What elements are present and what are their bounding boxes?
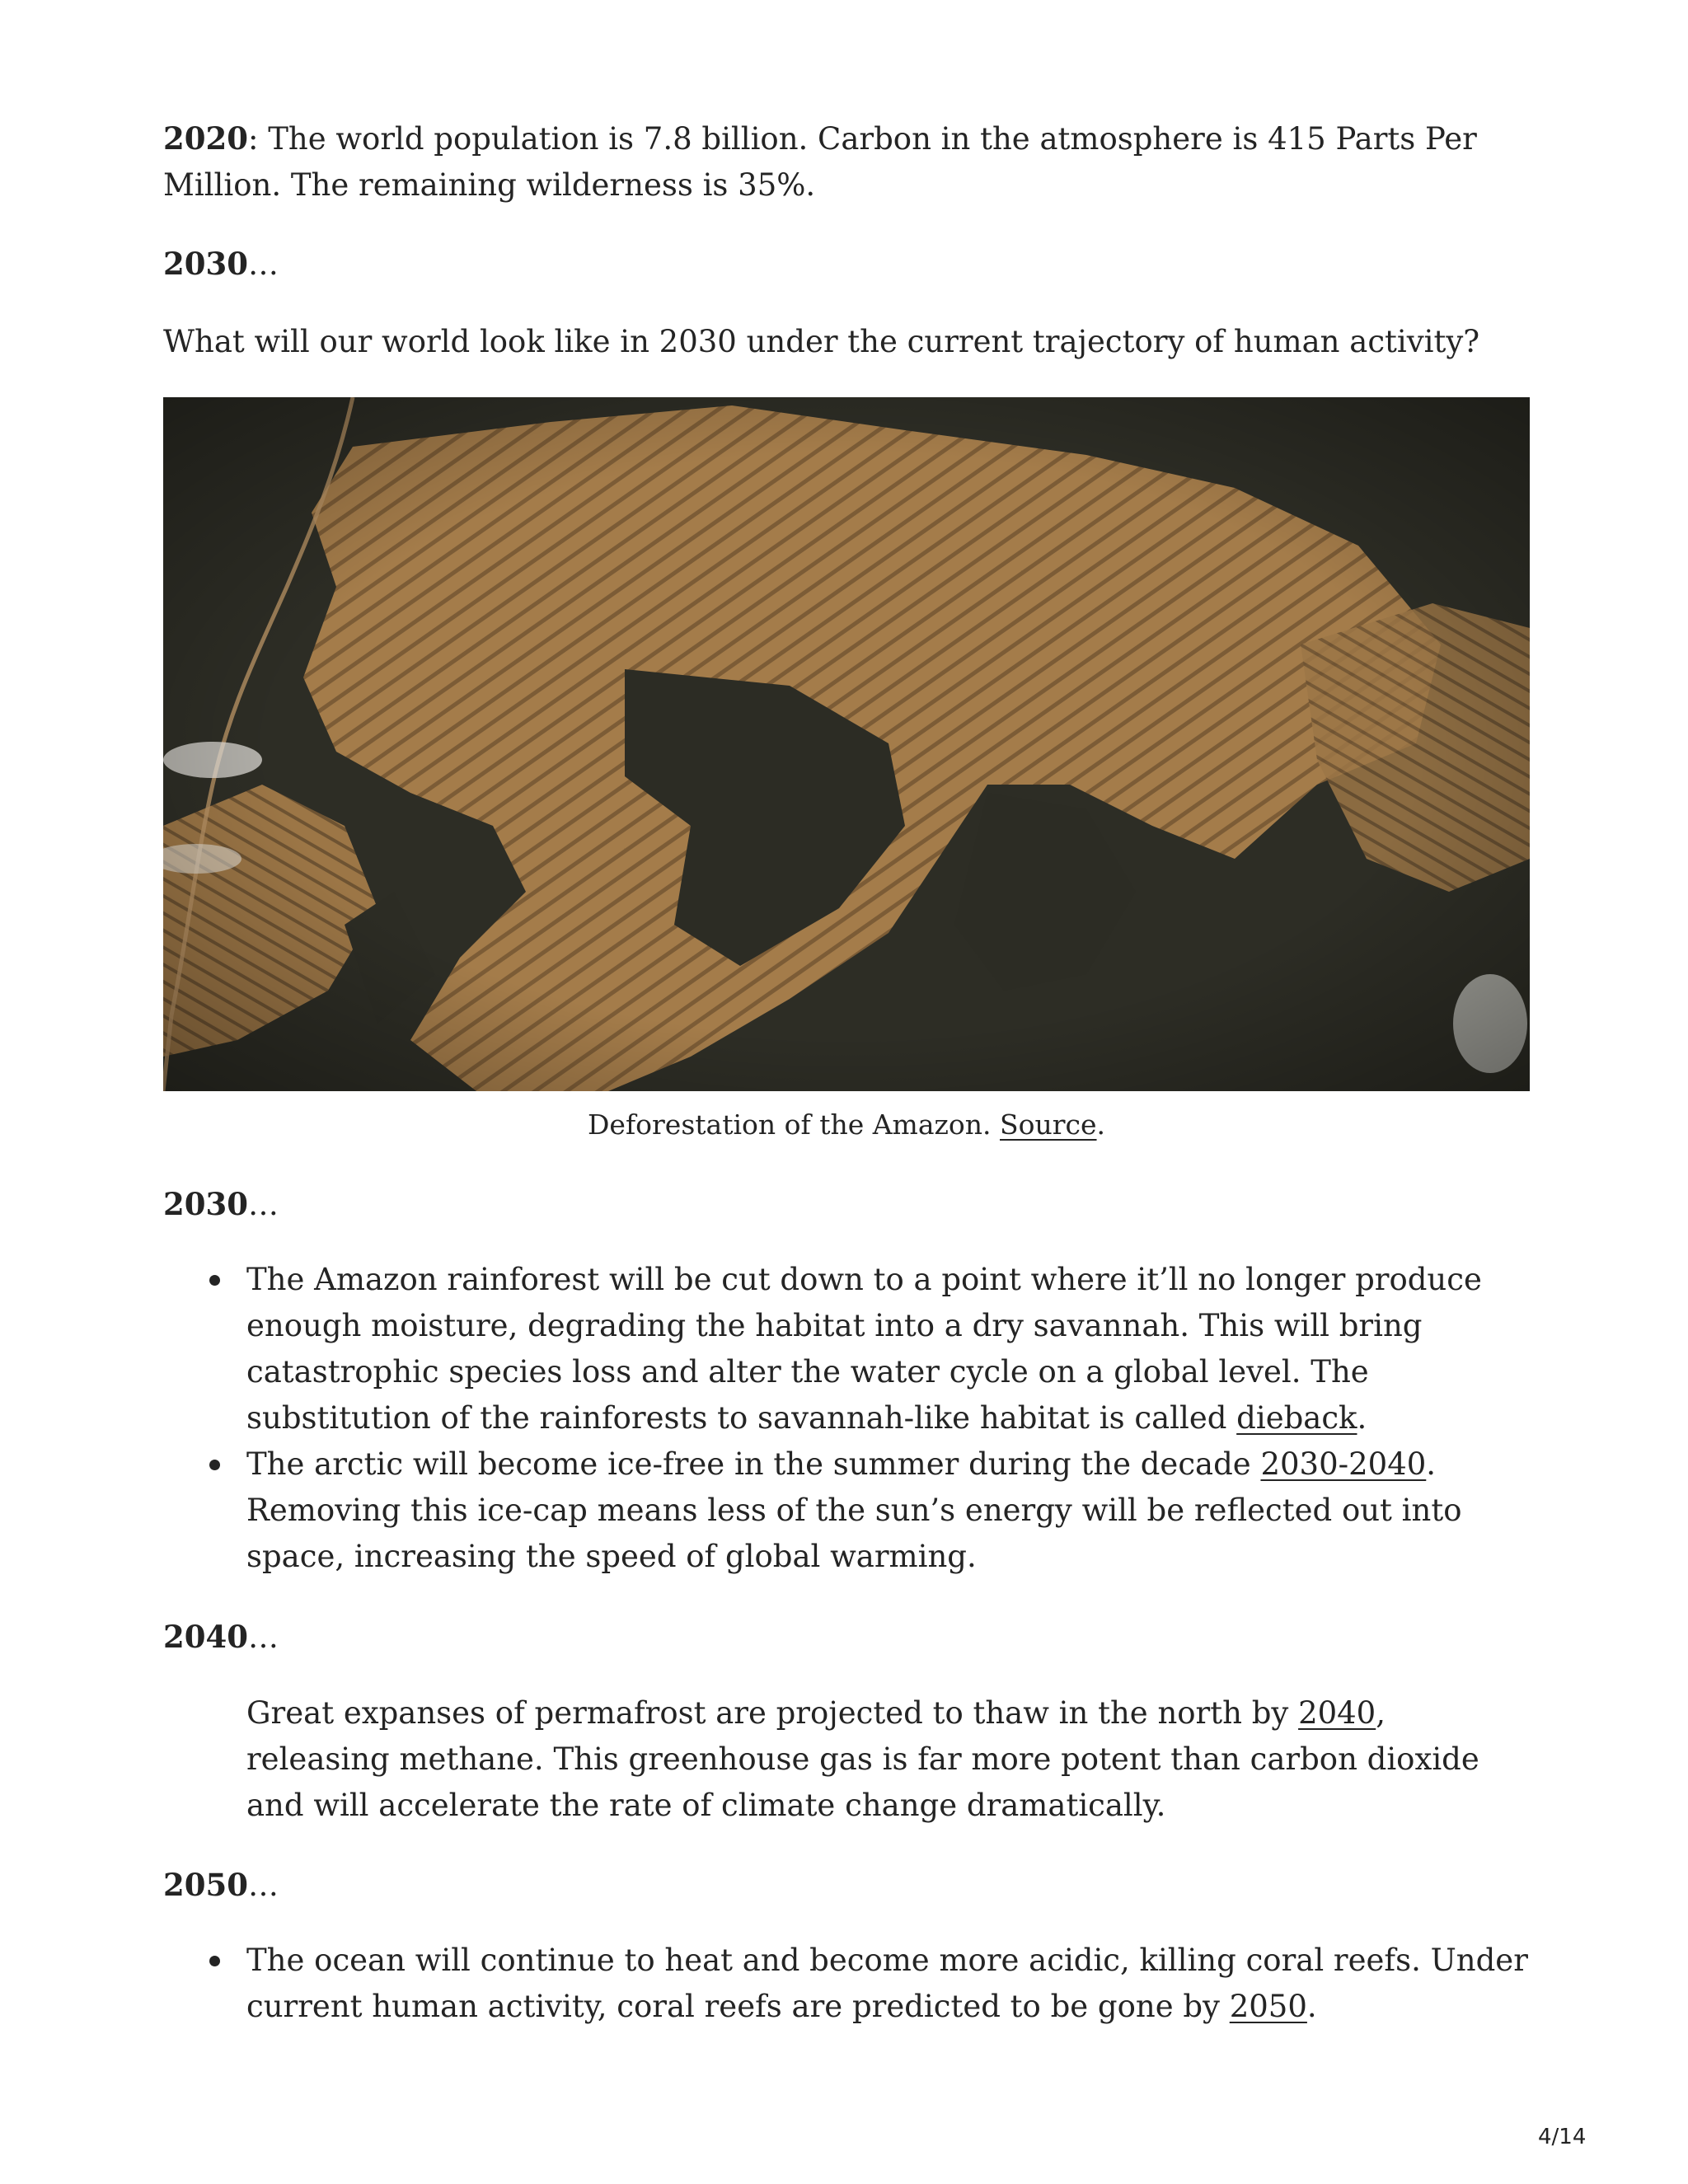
permafrost-2040-link[interactable]: 2040 (1298, 1695, 1376, 1731)
intro-paragraph (163, 115, 1530, 209)
paragraph-after: , releasing methane. This greenhouse gas is far more potent than carbon dioxide and will accelerate the rate of climate change dramatically. (246, 1695, 1479, 1823)
year-label: 2050 (163, 1867, 248, 1903)
list-item-text: The Amazon rainforest will be cut down to a point where it’ll no longer produce enough moisture, degrading the habitat into a dry savannah. This will bring catastrophic species loss and alter the water cycle on a global level. The substitution of the rainforests to savannah-like habitat is called (246, 1262, 1482, 1436)
list-item-text: The ocean will continue to heat and become more acidic, killing coral reefs. Under current human activity, coral reefs are predicted to be gone by (246, 1943, 1528, 2024)
list-item-after: . (1306, 1989, 1317, 2024)
heading-2030 (163, 241, 279, 288)
ellipsis: … (247, 1187, 279, 1222)
year-label: 2040 (163, 1619, 248, 1655)
heading-2030-second (163, 1181, 279, 1228)
caption-text: Deforestation of the Amazon. (587, 1108, 1001, 1141)
page-number: 4/14 (1538, 2125, 1587, 2149)
list-item-after: . Removing this ice-cap means less of the sun’s energy will be reflected out into space, increasing the speed of global warming. (246, 1446, 1462, 1574)
figure-caption (163, 1104, 1530, 1146)
list-2030 (163, 1257, 1530, 1580)
deforestation-image (163, 397, 1530, 1091)
bullet-icon (209, 1956, 220, 1966)
list-item (163, 1441, 1530, 1580)
list-item (163, 1938, 1530, 2030)
ellipsis: … (247, 246, 279, 282)
dieback-link[interactable]: dieback (1236, 1400, 1357, 1436)
ellipsis: … (247, 1868, 279, 1903)
year-label: 2030 (163, 1186, 248, 1222)
list-item-after: . (1357, 1400, 1367, 1436)
year-label-2020: 2020 (163, 120, 248, 157)
list-item-text: The arctic will become ice-free in the summer during the decade (246, 1446, 1261, 1482)
coral-2050-link[interactable]: 2050 (1229, 1989, 1307, 2024)
year-label: 2030 (163, 246, 248, 282)
paragraph-text: Great expanses of permafrost are projected to thaw in the north by (246, 1695, 1299, 1731)
decade-link[interactable]: 2030-2040 (1260, 1446, 1427, 1482)
permafrost-paragraph (246, 1690, 1530, 1829)
bullet-icon (209, 1460, 220, 1470)
ellipsis: … (247, 1619, 279, 1655)
heading-2050 (163, 1862, 279, 1909)
heading-2040 (163, 1614, 279, 1661)
list-2050 (163, 1938, 1530, 2030)
bullet-icon (209, 1275, 220, 1286)
amazon-satellite-photo (163, 397, 1530, 1091)
caption-end: . (1096, 1108, 1106, 1141)
intro-text: : The world population is 7.8 billion. Carbon in the atmosphere is 415 Parts Per Million. The remaining wilderness is 35%. (163, 121, 1477, 203)
source-link[interactable]: Source (1000, 1108, 1097, 1141)
question-paragraph: What will our world look like in 2030 under the current trajectory of human activity? (163, 324, 1480, 359)
list-item (163, 1257, 1530, 1441)
